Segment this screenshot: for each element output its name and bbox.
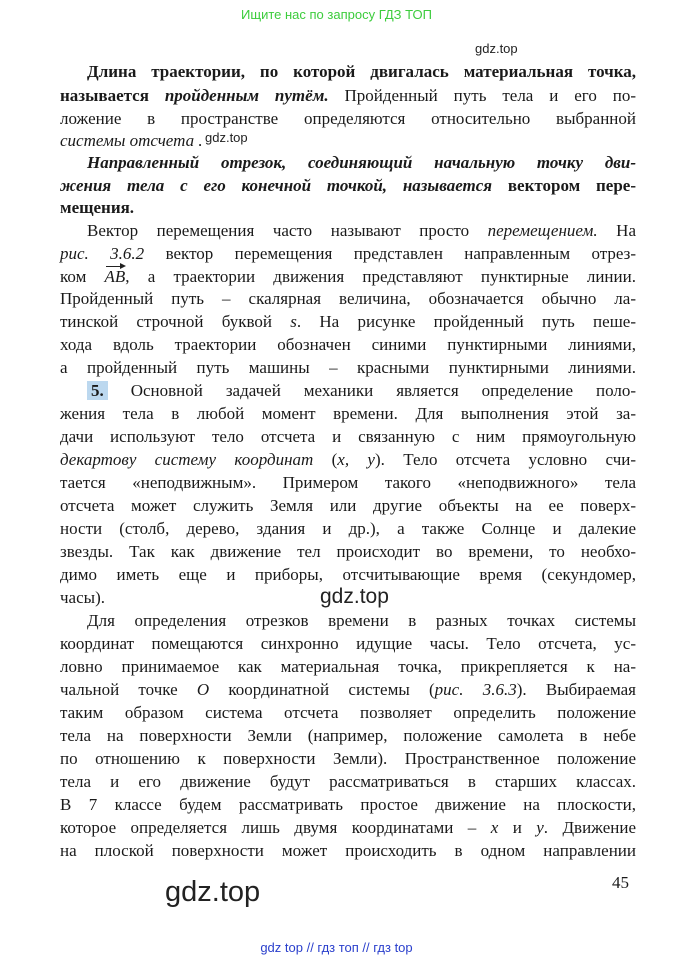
text-line bbox=[60, 404, 636, 424]
text-segment: системы отсчета . bbox=[60, 131, 203, 150]
text-segment: Пройденный путь тела и его по- bbox=[328, 86, 636, 105]
text-line bbox=[60, 427, 636, 447]
text-segment: на плоской поверхности может происходить в одном направлении bbox=[60, 841, 636, 860]
text-segment: координат помещаются синхронно идущие часы. Тело отсчета, ус- bbox=[60, 634, 636, 653]
text-segment: . Движение bbox=[543, 818, 636, 837]
text-line bbox=[60, 244, 636, 264]
text-line bbox=[60, 335, 636, 355]
text-segment: называется bbox=[60, 86, 165, 105]
text-segment: y bbox=[536, 818, 544, 837]
text-line bbox=[60, 358, 636, 378]
text-line bbox=[60, 588, 636, 608]
text-segment: рис. 3.6.3 bbox=[434, 680, 517, 699]
text-segment: дачи используют тело отсчета и связанную с ним прямоугольную bbox=[60, 427, 636, 446]
text-segment: . На рисунке пройденный путь пеше- bbox=[296, 312, 637, 331]
text-line bbox=[60, 109, 636, 129]
footer-links: gdz top // гдз топ // гдз top bbox=[260, 940, 413, 955]
text-segment: звезды. Так как движение тел происходит во времени, то необхо- bbox=[60, 542, 636, 561]
search-banner: Ищите нас по запросу ГДЗ ТОП bbox=[241, 7, 432, 22]
text-line bbox=[60, 312, 636, 332]
section-number: 5. bbox=[87, 381, 108, 400]
text-segment: отсчета может служить Земля или другие объекты на ее поверх- bbox=[60, 496, 636, 515]
text-segment: чальной точке bbox=[60, 680, 197, 699]
text-line bbox=[87, 221, 636, 241]
text-line bbox=[60, 565, 636, 585]
text-line bbox=[60, 703, 636, 723]
watermark: gdz.top bbox=[475, 41, 518, 56]
watermark: gdz.top bbox=[165, 876, 261, 908]
text-segment: а пройденный путь машины – красными пунктирными линиями. bbox=[60, 358, 636, 377]
text-line bbox=[60, 267, 636, 287]
text-line bbox=[60, 542, 636, 562]
text-segment: ). Тело отсчета условно счи- bbox=[374, 450, 637, 469]
text-line bbox=[87, 153, 636, 173]
text-line bbox=[60, 680, 636, 700]
text-segment: Для определения отрезков времени в разных точках системы bbox=[87, 611, 636, 630]
text-segment: тается «неподвижным». Примером такого «неподвижного» тела bbox=[60, 473, 636, 492]
text-segment: часы). bbox=[60, 588, 105, 607]
text-segment: тинской строчной буквой bbox=[60, 312, 291, 331]
text-line bbox=[60, 496, 636, 516]
text-line bbox=[60, 749, 636, 769]
text-segment: по отношению к поверхности Земли). Пространственное положение bbox=[60, 749, 636, 768]
page-number: 45 bbox=[612, 873, 629, 892]
text-line bbox=[60, 473, 636, 493]
text-line bbox=[60, 795, 636, 815]
text-segment: O bbox=[196, 680, 210, 699]
text-segment: ( bbox=[313, 450, 338, 469]
text-segment: пройденным путём. bbox=[164, 86, 329, 105]
text-segment: тела на поверхности Земли (например, положение самолета в небе bbox=[60, 726, 636, 745]
text-segment: ложение в пространстве определяются относительно выбранной bbox=[60, 109, 636, 128]
text-line bbox=[60, 131, 636, 151]
text-line bbox=[60, 519, 636, 539]
text-segment: димо иметь еще и приборы, отсчитывающие время (секундомер, bbox=[60, 565, 636, 584]
text-segment: перемещением. bbox=[487, 221, 598, 240]
text-segment: Вектор перемещения часто называют просто bbox=[87, 221, 488, 240]
text-line bbox=[60, 726, 636, 746]
text-segment: декартову систему координат bbox=[60, 450, 314, 469]
text-line bbox=[87, 62, 636, 82]
text-line bbox=[60, 634, 636, 654]
text-segment: жения тела с его конечной точкой, называется bbox=[60, 176, 508, 195]
text-line bbox=[60, 772, 636, 792]
text-segment: x bbox=[490, 818, 499, 837]
text-segment: На bbox=[597, 221, 636, 240]
text-segment: жения тела в любой момент времени. Для выполнения этой за- bbox=[60, 404, 636, 423]
text-segment: Пройденный путь – скалярная величина, обозначается обычно ла- bbox=[60, 289, 636, 308]
text-segment: ловно принимаемое как материальная точка, прикрепляется к на- bbox=[60, 657, 636, 676]
text-line bbox=[60, 841, 636, 861]
text-line bbox=[60, 176, 636, 196]
text-segment: s bbox=[290, 312, 297, 331]
text-segment: рис. 3.6.2 bbox=[60, 244, 145, 263]
watermark: gdz.top bbox=[205, 130, 248, 145]
text-line bbox=[87, 611, 636, 631]
text-segment: Основной задачей механики является определение поло- bbox=[107, 381, 636, 400]
text-segment: таким образом система отсчета позволяет определить положение bbox=[60, 703, 636, 722]
text-segment: ности (столб, дерево, здания и др.), а также Солнце и далекие bbox=[60, 519, 636, 538]
text-segment: тела и его движение будут рассматриваться в старших классах. bbox=[60, 772, 636, 791]
text-segment: которое определяется лишь двумя координатами – bbox=[60, 818, 491, 837]
text-line bbox=[60, 657, 636, 677]
text-segment: В 7 классе будем рассматривать простое движение на плоскости, bbox=[60, 795, 636, 814]
text-line bbox=[60, 450, 636, 470]
text-line bbox=[60, 198, 636, 218]
text-segment: AB bbox=[104, 267, 126, 286]
text-segment: хода вдоль траектории обозначен синими пунктирными линиями, bbox=[60, 335, 636, 354]
text-line bbox=[60, 86, 636, 106]
text-line bbox=[60, 818, 636, 838]
text-segment: мещения. bbox=[60, 198, 135, 217]
text-segment: , а траектории движения представляют пунктирные линии. bbox=[125, 267, 636, 286]
text-segment: ком bbox=[60, 267, 105, 286]
watermark: gdz.top bbox=[320, 585, 389, 608]
text-segment: Направленный отрезок, соединяющий начальную точку дви- bbox=[87, 153, 636, 172]
text-line bbox=[87, 381, 636, 401]
text-segment: вектор перемещения представлен направленным отрез- bbox=[144, 244, 637, 263]
text-segment: и bbox=[498, 818, 537, 837]
text-segment: Длина траектории, по которой двигалась материальная точка, bbox=[87, 62, 636, 81]
text-segment: x, y bbox=[337, 450, 375, 469]
text-line bbox=[60, 289, 636, 309]
text-segment: координатной системы ( bbox=[209, 680, 435, 699]
text-segment: вектором пере- bbox=[507, 176, 636, 195]
text-segment: ). Выбираемая bbox=[516, 680, 636, 699]
